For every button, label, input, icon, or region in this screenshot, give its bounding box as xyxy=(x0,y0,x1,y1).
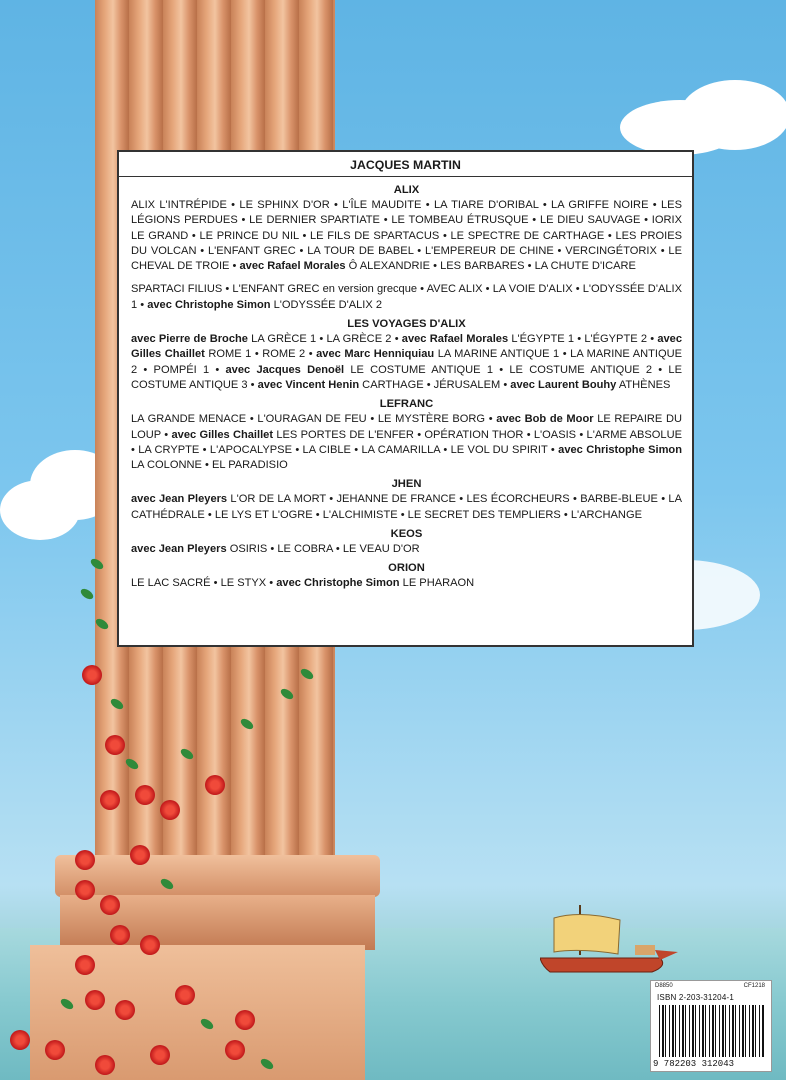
collaborator-name: avec Rafael Morales xyxy=(239,260,346,273)
album-titles: LE COSTUME ANTIQUE 1 • LE COSTUME ANTIQUE 2 • LE COSTUME ANTIQUE 3 • xyxy=(131,363,682,391)
collaborator-name: avec Jacques Denoël xyxy=(225,363,345,376)
collaborator-name: avec Christophe Simon xyxy=(558,443,682,456)
cloud-illustration xyxy=(680,80,786,150)
collaborator-name: avec Jean Pleyers xyxy=(131,543,227,556)
album-titles: LA GRÈCE 1 • LA GRÈCE 2 • xyxy=(247,333,402,346)
album-titles: LE LAC SACRÉ • LE STYX • xyxy=(131,577,277,590)
series-titles-paragraph xyxy=(131,542,682,557)
paragraph-gap xyxy=(131,274,682,282)
collaborator-name: avec Rafael Morales xyxy=(401,333,509,346)
series-list xyxy=(131,183,682,592)
collaborator-name: avec Christophe Simon xyxy=(147,298,271,311)
collaborator-name: avec Bob de Moor xyxy=(496,413,594,426)
series-titles-paragraph xyxy=(131,282,682,313)
sailing-ship-illustration xyxy=(540,900,690,980)
album-titles: L'ÉGYPTE 1 • L'ÉGYPTE 2 • xyxy=(508,333,658,346)
collaborator-name: avec Marc Henniquiau xyxy=(316,348,435,361)
ean-number: 9 782203 312043 xyxy=(653,1059,735,1069)
series-titles-paragraph xyxy=(131,576,682,591)
album-titles: ATHÈNES xyxy=(616,378,671,391)
collaborator-name: avec Laurent Bouhy xyxy=(510,378,617,391)
series-titles-paragraph xyxy=(131,412,682,473)
author-name: JACQUES MARTIN xyxy=(119,158,692,177)
series-title: LEFRANC xyxy=(379,398,434,411)
album-titles: L'ODYSSÉE D'ALIX 2 xyxy=(270,298,383,311)
isbn: ISBN 2-203-31204-1 xyxy=(657,993,734,1002)
barcode xyxy=(650,980,772,1072)
album-titles: LA MARINE ANTIQUE 1 • LA MARINE ANTIQUE 2 • POMPÉI 1 • xyxy=(131,348,683,376)
album-titles: LES PORTES DE L'ENFER • OPÉRATION THOR • L'OASIS • L'ARME ABSOLUE • LA CRYPTE • L'APOCALYPSE • LA CIBLE • LA CAMARILLA • LE VOL DU SPIRIT • xyxy=(131,428,682,456)
series-title: LES VOYAGES D'ALIX xyxy=(347,318,466,331)
album-titles: LA COLONNE • EL PARADISIO xyxy=(131,459,288,472)
series-title: KEOS xyxy=(390,528,423,541)
cloud-illustration xyxy=(0,480,80,540)
album-titles: SPARTACI FILIUS • L'ENFANT GREC en version grecque • AVEC ALIX • LA VOIE D'ALIX • L'ODYSSÉE D'ALIX 1 • xyxy=(131,283,682,311)
series-title: JHEN xyxy=(391,478,422,491)
collaborator-name: avec Gilles Chaillet xyxy=(131,333,683,361)
barcode-bars xyxy=(659,1005,765,1057)
album-titles: ALIX L'INTRÉPIDE • LE SPHINX D'OR • L'ÎLE MAUDITE • LA TIARE D'ORIBAL • LA GRIFFE NOIRE • LES LÉGIONS PERDUES • LE DERNIER SPARTIATE • LE TOMBEAU ÉTRUSQUE • LE DIEU SAUVAGE • IORIX LE GRAND • LE PRINCE DU NIL • LE FILS DE SPARTACUS • LE SPECTRE DE CARTHAGE • LES PROIES DU VOLCAN • L'ENFANT GREC • LA TOUR DE BABEL • L'EMPEREUR DE CHINE • VERCINGÉTORIX • LE CHEVAL DE TROIE • xyxy=(131,199,682,273)
series-title: ORION xyxy=(388,562,425,575)
album-titles: CARTHAGE • JÉRUSALEM • xyxy=(359,378,511,391)
album-titles: LA GRANDE MENACE • L'OURAGAN DE FEU • LE MYSTÈRE BORG • xyxy=(131,413,497,426)
barcode-code-right: CF1218 xyxy=(743,983,765,989)
collaborator-name: avec Pierre de Broche xyxy=(131,333,248,346)
collaborator-name: avec Jean Pleyers xyxy=(131,493,228,506)
series-titles-paragraph xyxy=(131,332,682,393)
column-base xyxy=(55,855,380,897)
series-titles-paragraph xyxy=(131,492,682,523)
album-titles: L'OR DE LA MORT • JEHANNE DE FRANCE • LES ÉCORCHEURS • BARBE-BLEUE • LA CATHÉDRALE • LE LYS ET L'OGRE • L'ALCHIMISTE • LE SECRET DES TEMPLIERS • L'ARCHANGE xyxy=(131,493,683,521)
collaborator-name: avec Vincent Henin xyxy=(257,378,360,391)
album-titles: OSIRIS • LE COBRA • LE VEAU D'OR xyxy=(226,543,420,556)
bibliography-panel xyxy=(117,150,694,647)
album-titles: LE REPAIRE DU LOUP • xyxy=(131,413,682,441)
series-titles-paragraph xyxy=(131,198,682,274)
album-titles: LE PHARAON xyxy=(399,577,475,590)
barcode-code-left: D8850 xyxy=(655,983,673,989)
collaborator-name: avec Gilles Chaillet xyxy=(171,428,274,441)
album-titles: Ô ALEXANDRIE • LES BARBARES • LA CHUTE D'ICARE xyxy=(345,260,636,273)
album-titles: ROME 1 • ROME 2 • xyxy=(204,348,317,361)
collaborator-name: avec Christophe Simon xyxy=(276,577,400,590)
series-title: ALIX xyxy=(393,184,420,196)
